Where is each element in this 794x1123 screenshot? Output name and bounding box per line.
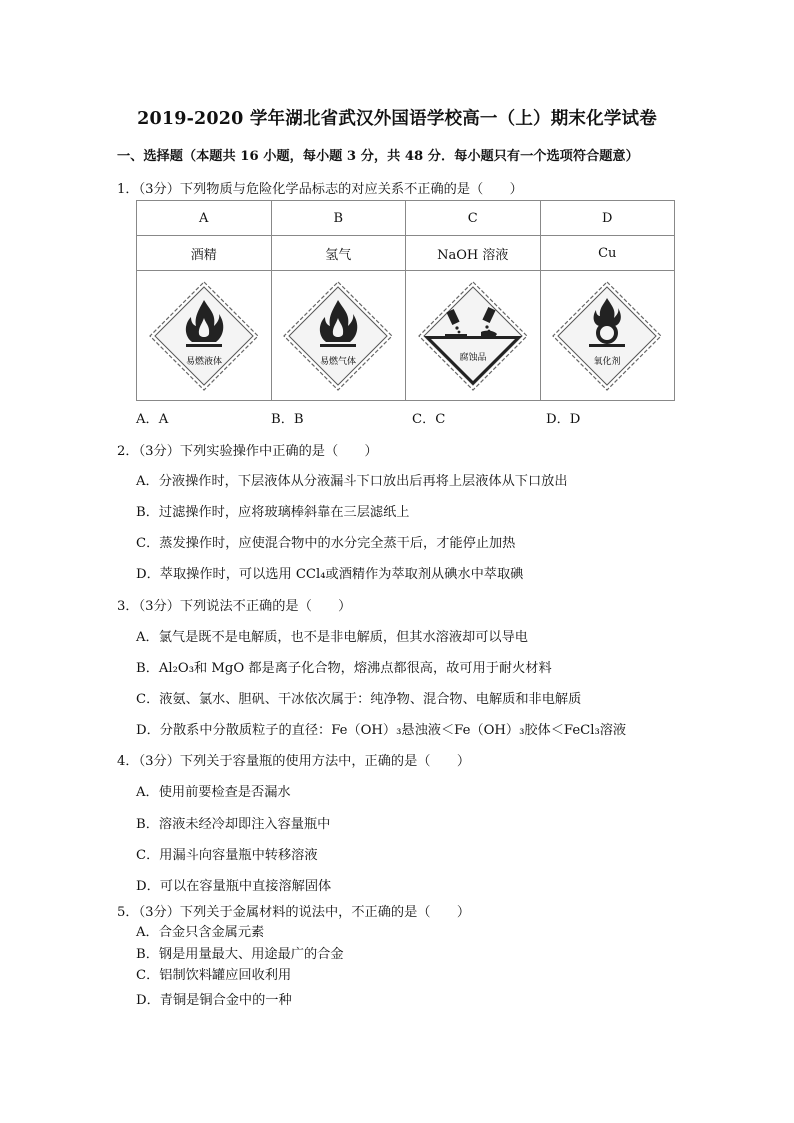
q2-option-b[interactable]: B．过滤操作时，应将玻璃棒斜靠在三层滤纸上 <box>136 505 410 520</box>
q2-option-a[interactable]: A．分液操作时，下层液体从分液漏斗下口放出后再将上层液体从下口放出 <box>136 474 568 489</box>
q5-option-c[interactable]: C．铝制饮料罐应回收利用 <box>136 968 292 983</box>
q1-substance-a: 酒精 <box>137 236 272 271</box>
q1-substance-b: 氢气 <box>271 236 406 271</box>
q1-option-d[interactable]: D．D <box>546 412 581 427</box>
q5-option-b[interactable]: B．钢是用量最大、用途最广的合金 <box>136 947 344 962</box>
section-heading: 一、选择题（本题共 16 小题，每小题 3 分，共 48 分．每小题只有一个选项符合题意） <box>117 149 639 164</box>
q1-sign-a-label: 易燃液体 <box>185 356 222 367</box>
q1-header-c: C <box>406 201 541 236</box>
q3-option-c[interactable]: C．液氨、氯水、胆矾、干冰依次属于：纯净物、混合物、电解质和非电解质 <box>136 692 582 707</box>
q2-option-d[interactable]: D．萃取操作时，可以选用 CCl₄或酒精作为萃取剂从碘水中萃取碘 <box>136 567 524 582</box>
q1-substance-d: Cu <box>540 236 675 271</box>
q3-option-a[interactable]: A．氯气是既不是电解质，也不是非电解质，但其水溶液却可以导电 <box>136 630 528 645</box>
q1-header-a: A <box>137 201 272 236</box>
q4-option-a[interactable]: A．使用前要检查是否漏水 <box>136 785 291 800</box>
q1-option-b[interactable]: B．B <box>271 412 304 427</box>
q1-substance-c: NaOH 溶液 <box>406 236 541 271</box>
q1-option-c[interactable]: C．C <box>412 412 446 427</box>
exam-title: 2019-2020 学年湖北省武汉外国语学校高一（上）期末化学试卷 <box>137 109 657 129</box>
q1-sign-d-label: 氧化剂 <box>593 356 621 367</box>
q3-option-b[interactable]: B．Al₂O₃和 MgO 都是离子化合物，熔沸点都很高，故可用于耐火材料 <box>136 661 552 676</box>
q1-header-b: B <box>271 201 406 236</box>
oxidizer-icon <box>551 280 663 392</box>
q3-stem: 3．（3分）下列说法不正确的是（ ） <box>117 599 352 614</box>
q3-option-d[interactable]: D．分散系中分散质粒子的直径：Fe（OH）₃悬浊液＜Fe（OH）₃胶体＜FeCl₃溶液 <box>136 723 627 738</box>
q4-option-b[interactable]: B．溶液未经冷却即注入容量瓶中 <box>136 817 331 832</box>
q1-sign-b-label: 易燃气体 <box>320 356 357 367</box>
q4-option-d[interactable]: D．可以在容量瓶中直接溶解固体 <box>136 879 332 894</box>
q1-table <box>136 200 675 401</box>
flammable-liquid-icon <box>148 280 260 392</box>
q4-stem: 4．（3分）下列关于容量瓶的使用方法中，正确的是（ ） <box>117 754 471 769</box>
flammable-gas-icon <box>282 280 394 392</box>
q4-option-c[interactable]: C．用漏斗向容量瓶中转移溶液 <box>136 848 318 863</box>
corrosive-icon <box>417 280 529 392</box>
q1-sign-c-label: 腐蚀品 <box>459 352 487 363</box>
q2-option-c[interactable]: C．蒸发操作时，应使混合物中的水分完全蒸干后，才能停止加热 <box>136 536 516 551</box>
q5-stem: 5．（3分）下列关于金属材料的说法中，不正确的是（ ） <box>117 905 471 920</box>
q5-option-a[interactable]: A．合金只含金属元素 <box>136 925 265 940</box>
q1-option-a[interactable]: A．A <box>136 412 169 427</box>
q5-option-d[interactable]: D．青铜是铜合金中的一种 <box>136 993 292 1008</box>
q1-stem: 1．（3分）下列物质与危险化学品标志的对应关系不正确的是（ ） <box>117 182 523 197</box>
q2-stem: 2．（3分）下列实验操作中正确的是（ ） <box>117 444 378 459</box>
q1-header-d: D <box>540 201 675 236</box>
